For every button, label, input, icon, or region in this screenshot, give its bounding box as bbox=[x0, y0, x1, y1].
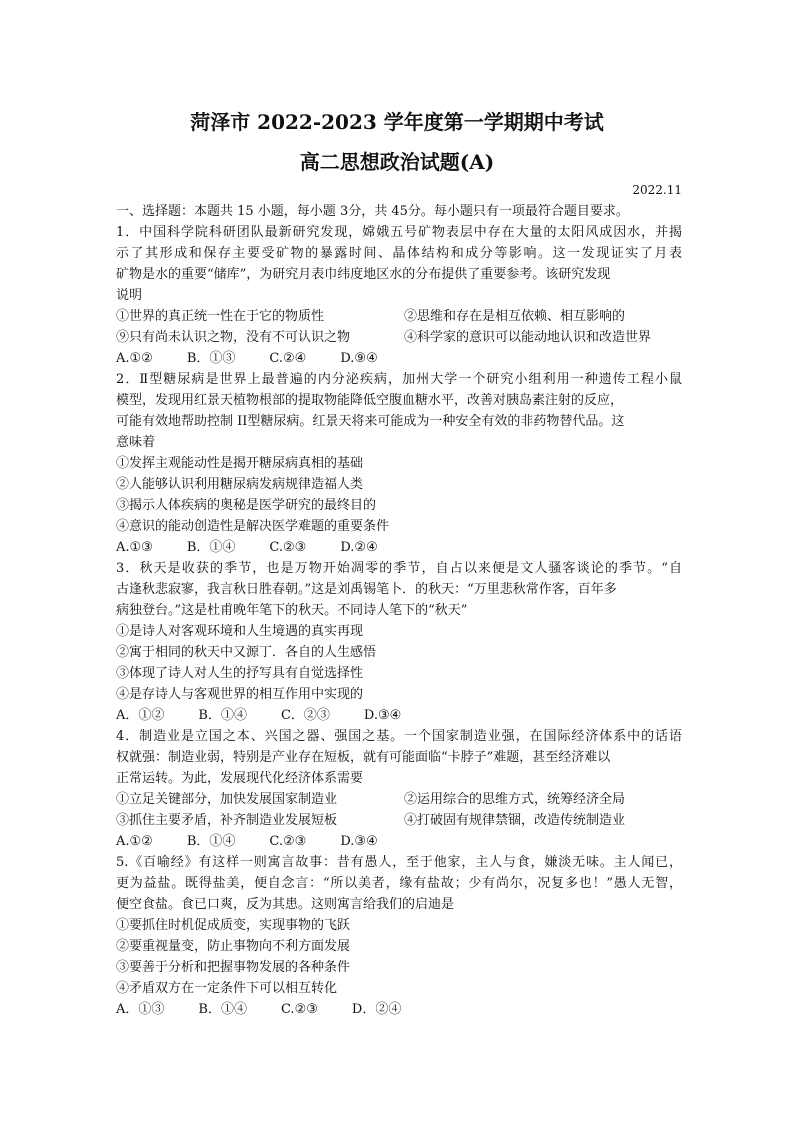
answer-choices bbox=[116, 537, 682, 558]
answer-choice-b: B．①④ bbox=[186, 540, 236, 555]
exam-content bbox=[116, 201, 682, 1020]
question-4 bbox=[116, 726, 682, 852]
option: ③体现了诗人对人生的抒写具有自觉选择性 bbox=[116, 666, 364, 681]
answer-choice-d: D．②④ bbox=[351, 1002, 402, 1017]
answer-choice-d: D.②④ bbox=[340, 540, 378, 555]
option: ④打破固有规律禁锢，改造传统制造业 bbox=[404, 813, 626, 828]
question-stem-line: 示了其形成和保存主要受矿物的暴露时间、晶体结构和成分等影响。这一发现证实了月表 bbox=[116, 246, 682, 261]
option: ②寓于相同的秋天中又源丁．各自的人生感悟 bbox=[116, 645, 377, 660]
question-2 bbox=[116, 369, 682, 558]
answer-choice-d: D.③④ bbox=[363, 708, 402, 723]
question-5 bbox=[116, 852, 682, 1020]
answer-choices bbox=[116, 705, 682, 726]
question-stem-line: 便空食盐。食已口爽，反为其患。这则寓言给我们的启迪是 bbox=[116, 897, 455, 912]
answer-choice-a: A．①③ bbox=[116, 1002, 165, 1017]
question-stem-line: 古逢秋悲寂寥，我言秋日胜春朝。”这是刘禹锡笔卜．的秋天：“万里悲秋常作客，百年多 bbox=[116, 582, 617, 597]
question-stem-line: 说明 bbox=[116, 288, 143, 303]
answer-choice-c: C.②④ bbox=[269, 351, 307, 366]
question-stem-line: 3．秋天是收获的季节，也是万物开始凋零的季节，自占以来便是文人骚客谈论的季节。“自 bbox=[116, 561, 682, 576]
option-row bbox=[116, 306, 682, 327]
answer-choices bbox=[116, 831, 682, 852]
question-stem-line: 病独登台。”这是杜甫晚年笔下的秋天。不同诗人笔下的“秋天” bbox=[116, 603, 468, 618]
option: ①是诗人对客观环境和人生境遇的真实再现 bbox=[116, 624, 364, 639]
answer-choice-d: D.⑨④ bbox=[340, 351, 378, 366]
question-stem-line: 可能有效地帮助控制 II型糖尿病。红景天将来可能成为一种安全有效的非药物替代品。这 bbox=[116, 414, 625, 429]
exam-title: 菏泽市 2022-2023 学年度第一学期期中考试 bbox=[190, 110, 604, 134]
option: ②思维和存在是相互依赖、相互影响的 bbox=[404, 309, 626, 324]
question-stem-line: 正常运转。为此，发展现代化经济体系需要 bbox=[116, 771, 364, 786]
question-stem-line: 矿物是水的重要“储库”，为研究月表巾纬度地区水的分布提供了重要参考。该研究发现 bbox=[116, 267, 611, 282]
answer-choice-a: A.①③ bbox=[116, 540, 153, 555]
exam-date: 2022.11 bbox=[632, 183, 682, 197]
answer-choice-a: A.①② bbox=[116, 834, 153, 849]
answer-choice-c: C.②③ bbox=[269, 834, 307, 849]
answer-choice-c: C．②③ bbox=[280, 708, 330, 723]
option: ③揭示人体疾病的奥秘是医学研究的最终目的 bbox=[116, 498, 377, 513]
option: ②人能够认识利用糖尿病发病规律造福人类 bbox=[116, 477, 364, 492]
exam-subtitle: 高二思想政治试题(A) bbox=[299, 150, 495, 174]
option: ①世界的真正统一性在于它的物质性 bbox=[116, 309, 325, 324]
option-row bbox=[116, 789, 682, 810]
answer-choices bbox=[116, 999, 682, 1020]
question-stem-line: 权就强：制造业弱，特别是产业存在短板，就有可能面临“卡脖子”难题，甚至经济难以 bbox=[116, 750, 611, 765]
section-heading: 一、选择题：本题共 15 小题，每小题 3分，共 45分。每小题只有一项最符合题目要求。 bbox=[116, 204, 629, 219]
option: ②运用综合的思维方式，统筹经济全局 bbox=[404, 792, 626, 807]
answer-choice-a: A．①② bbox=[116, 708, 165, 723]
question-stem-line: 意味着 bbox=[116, 435, 156, 450]
answer-choice-c: C.②③ bbox=[269, 540, 307, 555]
question-1 bbox=[116, 222, 682, 369]
question-stem-line: 模型，发现用红景天植物根部的提取物能降低空腹血糖水平，改善对胰岛素注射的反应， bbox=[116, 393, 624, 408]
option: ④意识的能动创造性是解决医学难题的重要条件 bbox=[116, 519, 390, 534]
option: ③要善于分析和把握事物发展的各种条件 bbox=[116, 960, 351, 975]
question-3 bbox=[116, 558, 682, 726]
answer-choice-a: A.①② bbox=[116, 351, 153, 366]
answer-choice-b: B．①④ bbox=[198, 708, 247, 723]
answer-choice-d: D.③④ bbox=[340, 834, 378, 849]
answer-choice-c: C.②③ bbox=[280, 1002, 318, 1017]
option: ①发挥主观能动性是揭开糖尿病真相的基础 bbox=[116, 456, 364, 471]
question-stem-line: 5.《百喻经》有这样一则寓言故事：昔有愚人，至于他家，主人与食，嫌淡无味。主人闻已， bbox=[116, 855, 682, 870]
option-row bbox=[116, 810, 682, 831]
answer-choices bbox=[116, 348, 682, 369]
option: ④矛盾双方在一定条件下可以相互转化 bbox=[116, 981, 338, 996]
option: ④科学家的意识可以能动地认识和改造世界 bbox=[404, 330, 652, 345]
option: ③抓住主要矛盾，补齐制造业发展短板 bbox=[116, 813, 338, 828]
question-stem-line: 2．Ⅱ型糖尿病是世界上最普遍的内分泌疾病，加州大学一个研究小组利用一种遗传工程小鼠 bbox=[116, 372, 682, 387]
question-stem-line: 4．制造业是立国之本、兴国之器、强国之基。一个国家制造业强，在国际经济体系中的话语 bbox=[116, 729, 682, 744]
answer-choice-b: B．①③ bbox=[186, 351, 236, 366]
question-stem-line: 更为益盐。既得盐美，便自念言：“所以美者，缘有盐故；少有尚尔，况复多也！”愚人无智， bbox=[116, 876, 682, 891]
option: ①立足关键部分，加快发展国家制造业 bbox=[116, 792, 338, 807]
question-stem-line: 1．中国科学院科研团队最新研究发现，嫦娥五号矿物表层中存在大量的太阳风成因水，并揭 bbox=[116, 225, 682, 240]
option: ⑨只有尚未认识之物，没有不可认识之物 bbox=[116, 330, 351, 345]
answer-choice-b: B．①④ bbox=[186, 834, 236, 849]
answer-choice-b: B．①④ bbox=[198, 1002, 247, 1017]
option: ②要重视量变，防止事物向不利方面发展 bbox=[116, 939, 351, 954]
option: ①要抓住时机促成质变，实现事物的飞跃 bbox=[116, 918, 351, 933]
option-row bbox=[116, 327, 682, 348]
option: ④是存诗人与客观世界的相互作用中实现的 bbox=[116, 687, 364, 702]
